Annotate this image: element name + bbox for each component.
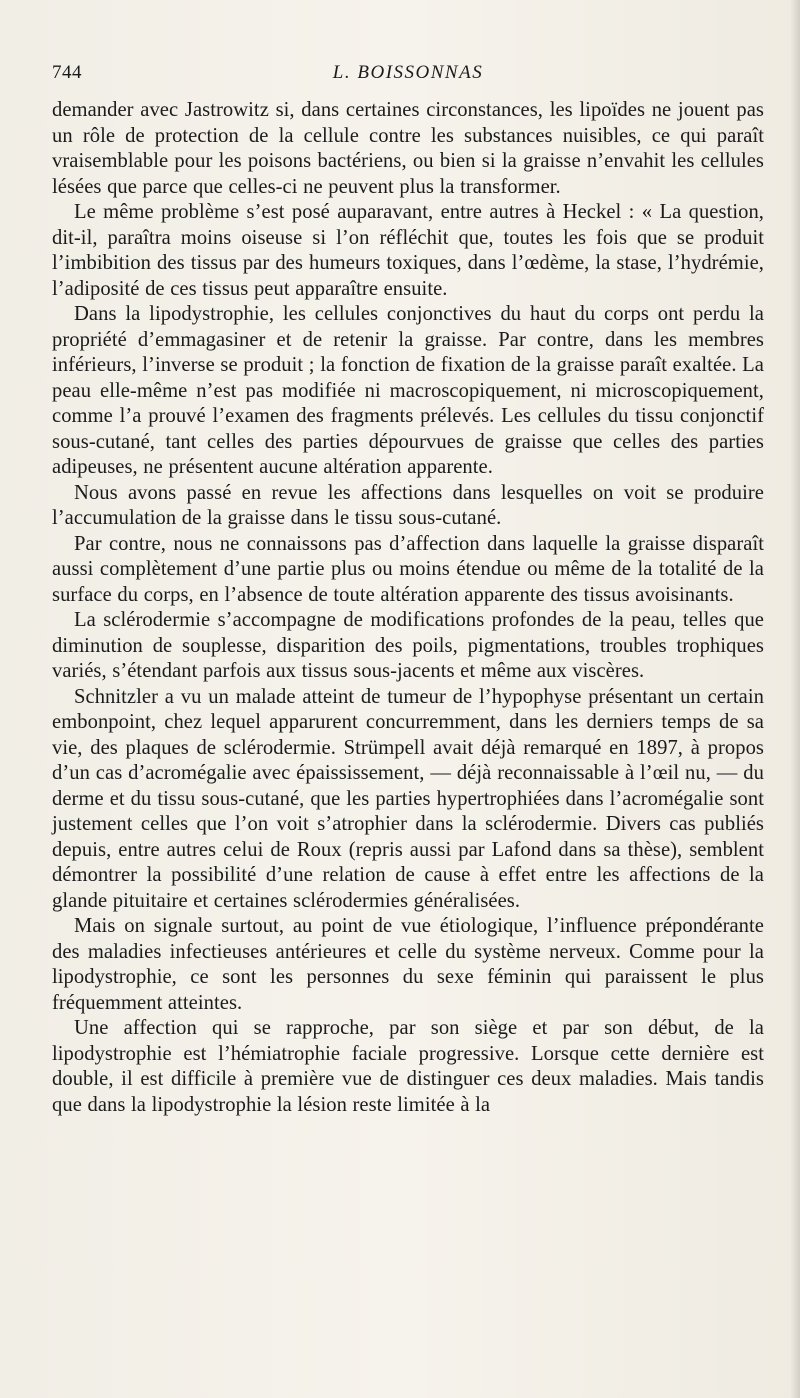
running-title: L. BOISSONNAS bbox=[332, 62, 484, 83]
page-number: 744 bbox=[52, 62, 82, 83]
paragraph-continuation: demander avec Jastrowitz si, dans certaines circonstances, les lipoïdes ne jouent pas un rôle de protection de la cellule contre les substances nuisibles, ce qui paraît vraisemblable pour les poisons bactériens, ou bien si la graisse n’envahit les cellules lésées que parce que celles-ci ne peuvent plus la transformer. bbox=[52, 99, 764, 198]
page-header bbox=[52, 56, 764, 92]
body-text bbox=[52, 98, 764, 1118]
paragraph-review-affections: Nous avons passé en revue les affections dans lesquelles on voit se produire l’accumulation de la graisse dans le tissu sous-cutané. bbox=[52, 481, 764, 529]
paragraph-sclerodermia: La sclérodermie s’accompagne de modifications profondes de la peau, telles que diminution de souplesse, disparition des poils, pigmentations, troubles trophiques variés, s’étendant parfois aux tissus sous-jacents et même aux viscères. bbox=[52, 609, 764, 682]
paragraph-etiology: Mais on signale surtout, au point de vue étiologique, l’influence prépondérante des maladies infectieuses antérieures et celle du système nerveux. Comme pour la lipodystrophie, ce sont les personnes du sexe féminin qui paraissent le plus fréquemment atteintes. bbox=[52, 915, 764, 1014]
paragraph-schnitzler: Schnitzler a vu un malade atteint de tumeur de l’hypophyse présentant un certain embonpoint, chez lequel apparurent concurremment, dans les derniers temps de sa vie, des plaques de sclérodermie. Strümpell avait déjà remarqué en 1897, à propos d’un cas d’acromégalie avec épaississement, — déjà reconnaissable à l’œil nu, — du derme et du tissu sous-cutané, que les parties hypertrophiées dans l’acromégalie sont justement celles que l’on voit s’atrophier dans la sclérodermie. Divers cas publiés depuis, entre autres celui de Roux (repris aussi par Lafond dans sa thèse), semblent démontrer la possibilité d’une relation de cause à effet entre les affections de la glande pituitaire et certaines sclérodermies généralisées. bbox=[52, 685, 764, 912]
paragraph-fat-disappearance: Par contre, nous ne connaissons pas d’affection dans laquelle la graisse disparaît aussi complètement d’une partie plus ou moins étendue ou même de la totalité de la surface du corps, en l’absence de toute altération apparente des tissus avoisinants. bbox=[52, 532, 764, 606]
paragraph-hemiatrophy: Une affection qui se rapproche, par son siège et par son début, de la lipodystrophie est l’hémiatrophie faciale progressive. Lorsque cette dernière est double, il est difficile à première vue de distinguer ces deux maladies. Mais tandis que dans la lipodystrophie la lésion reste limitée à la bbox=[52, 1017, 764, 1116]
paragraph-lipodystrophy-cells: Dans la lipodystrophie, les cellules conjonctives du haut du corps ont perdu la propriété d’emmagasiner et de retenir la graisse. Par contre, dans les membres inférieurs, l’inverse se produit ; la fonction de fixation de la graisse paraît exaltée. La peau elle-même n’est pas modifiée ni macroscopiquement, ni microscopiquement, comme l’a prouvé l’examen des fragments prélevés. Les cellules du tissu conjonctif sous-cutané, tant celles des parties dépourvues de graisse que celles des parties adipeuses, ne présentent aucune altération apparente. bbox=[52, 303, 764, 478]
paragraph-heckel-quote: Le même problème s’est posé auparavant, entre autres à Heckel : « La question, dit-il, paraîtra moins oiseuse si l’on réfléchit que, toutes les fois que se produit l’imbibition des tissus par des humeurs toxiques, dans l’œdème, la stase, l’hydrémie, l’adiposité de ces tissus peut apparaître ensuite. bbox=[52, 201, 764, 300]
